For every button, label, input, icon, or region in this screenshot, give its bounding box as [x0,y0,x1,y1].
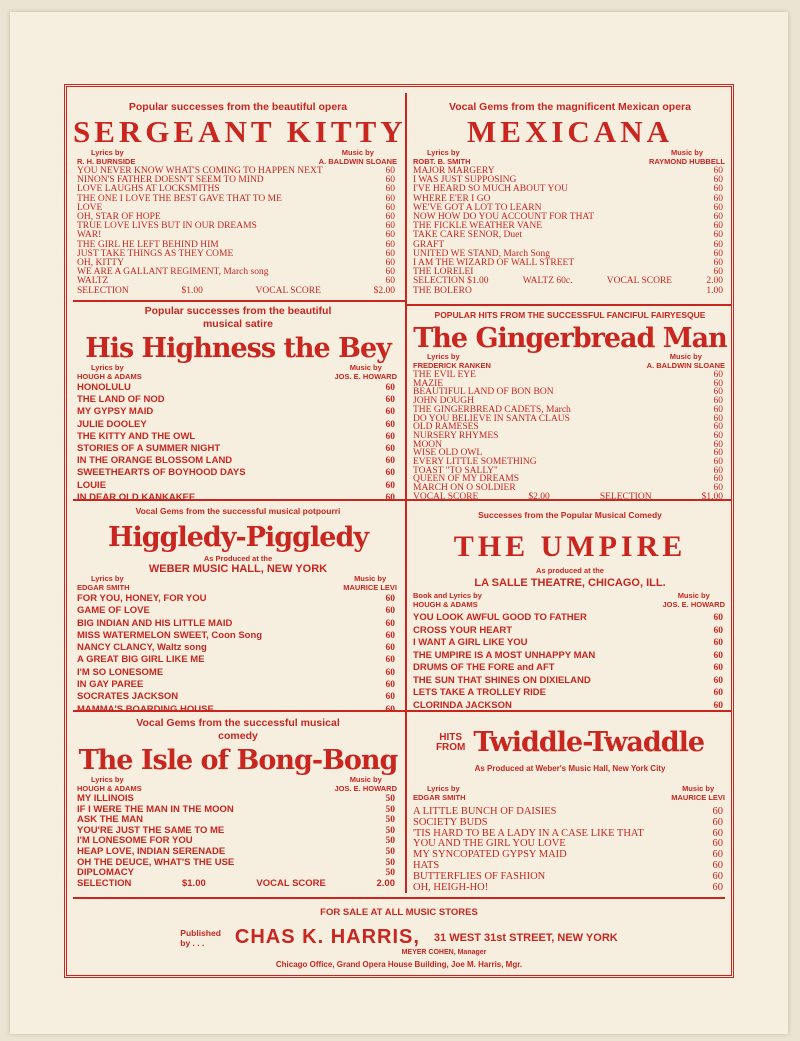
song-price: 60 [713,212,723,223]
song-price: 60 [713,239,723,250]
panel-gingerbread-man [409,309,731,502]
song-price: 60 [713,483,723,494]
panel-twiddle-twaddle [409,723,731,893]
song-price: 60 [713,184,723,195]
song-title: GAME OF LOVE [77,605,150,617]
panel-intro: Popular successes from the beautiful opera [128,101,348,113]
song-price: 60 [713,688,723,698]
song-row [77,195,395,204]
song-price: 50 [385,794,395,804]
song-list-extras [409,493,731,502]
song-title: TAKE CARE SENOR, Duet [413,230,523,241]
panel-the-umpire [409,509,731,711]
song-price: 60 [713,430,723,441]
lyricist-credit: Lyrics by EDGAR SMITH [77,574,130,592]
song-price: 60 [385,594,395,604]
song-price: 60 [713,663,723,673]
song-price: 60 [713,387,723,398]
song-price: 60 [385,419,395,430]
song-price: 60 [385,184,395,195]
song-title: THE SUN THAT SHINES ON DIXIELAND [413,674,591,686]
song-price: 60 [713,439,723,450]
publisher-address: 31 WEST 31st STREET, NEW YORK [433,931,618,944]
song-price: 60 [713,465,723,476]
song-title: UNITED WE STAND, March Song [413,248,551,259]
song-row [77,431,395,443]
song-row [413,231,723,240]
song-price: 60 [385,667,395,678]
song-list [409,807,731,893]
selection-row: SELECTION $1.00 WALTZ 60c. VOCAL SCORE 2.00 [413,276,723,287]
lyricist-credit: Lyrics by HOUGH & ADAMS [77,363,142,381]
song-price: 60 [712,881,723,893]
song-title: TRUE LOVE LIVES BUT IN OUR DREAMS [77,221,257,232]
selection-row: SELECTION $1.00 VOCAL SCORE $2.00 [77,285,395,296]
song-row [77,250,395,259]
song-title: OH THE DEUCE, WHAT'S THE USE [77,856,235,868]
show-title: The Gingerbread Man [413,323,727,354]
song-title: DO YOU BELIEVE IN SANTA CLAUS [413,413,570,424]
venue-name: WEBER MUSIC HALL, NEW YORK [148,563,328,575]
song-title: THE GINGERBREAD CADETS, March [413,404,571,415]
song-title: TOAST "TO SALLY" [413,465,498,476]
song-price: 60 [385,239,395,250]
song-title: I WANT A GIRL LIKE YOU [413,637,528,648]
song-price: 60 [385,193,395,204]
song-row [77,480,395,492]
song-price: 50 [385,868,395,879]
song-price: 60 [712,849,723,861]
song-row [413,850,723,861]
show-title: SERGEANT KITTY [73,114,407,149]
footer-divider [73,897,725,899]
panel-intro: Popular successes from the beautiful musical satire [144,305,332,330]
song-title: WAR! [77,230,102,241]
song-row [413,650,723,663]
song-price: 60 [385,444,395,455]
lyricist-credit: Book and Lyrics by HOUGH & ADAMS [413,591,482,609]
credits-row [409,149,731,167]
song-title: YOU'RE JUST THE SAME TO ME [77,824,225,836]
show-title: The Isle of Bong-Bong [78,745,398,776]
song-title: YOU AND THE GIRL YOU LOVE [413,838,566,850]
song-list-extras [409,277,731,295]
song-title: A GREAT BIG GIRL LIKE ME [77,654,205,666]
song-list-extras [73,287,403,296]
song-title: LOVE LAUGHS AT LOCKSMITHS [77,184,220,195]
song-title: MARCH ON O SOLDIER [413,483,516,494]
song-row [77,630,395,642]
song-row [77,406,395,418]
song-price: 60 [712,838,723,850]
song-title: I WAS JUST SUPPOSING [413,175,517,186]
song-price: 60 [385,431,395,442]
song-title: I'M LONESOME FOR YOU [77,835,193,847]
song-title: WISE OLD OWL [413,448,483,459]
song-price: 60 [385,606,395,617]
composer-credit: Music by MAURICE LEVI [343,574,397,592]
song-title: JOHN DOUGH [413,396,474,407]
lyricist-credit: Lyrics by R. H. BURNSIDE [77,148,136,166]
song-price: 60 [385,480,395,491]
song-title: FOR YOU, HONEY, FOR YOU [77,593,207,604]
song-price: 50 [385,857,395,868]
song-price: 50 [385,846,395,857]
show-title: MEXICANA [467,114,673,149]
song-title: LETS TAKE A TROLLEY RIDE [413,687,547,698]
song-row [413,675,723,688]
credits-row [409,592,731,610]
produced-note: As Produced at the [203,554,273,563]
for-sale-line: FOR SALE AT ALL MUSIC STORES [320,907,478,918]
lyricist-credit: Lyrics by HOUGH & ADAMS [77,775,142,793]
song-price: 60 [385,276,395,287]
song-row [77,268,395,277]
venue-name: LA SALLE THEATRE, CHICAGO, ILL. [474,577,666,589]
song-title: DIPLOMACY [77,867,134,879]
song-row [77,593,395,605]
song-list [409,167,731,277]
song-price: 60 [712,816,723,828]
song-list [73,167,403,287]
song-row [77,691,395,703]
song-price: 60 [385,248,395,259]
song-title: WE'VE GOT A LOT TO LEARN [413,202,542,213]
song-row [77,382,395,394]
song-row [413,883,723,894]
song-title: THE LORELEI [413,267,474,278]
song-title: I'M SO LONESOME [77,666,164,678]
song-title: YOU LOOK AWFUL GOOD TO FATHER [413,612,587,623]
song-row [77,394,395,406]
song-title: BUTTERFLIES OF FASHION [413,870,546,882]
song-price: 60 [712,870,723,882]
song-title: JULIE DOOLEY [77,418,147,430]
row-divider [407,304,731,306]
song-row [77,605,395,617]
song-row [77,467,395,479]
song-title: NURSERY RHYMES [413,430,499,441]
song-price: 60 [385,618,395,629]
song-title: YOU NEVER KNOW WHAT'S COMING TO HAPPEN NEXT [77,166,323,176]
lyricist-credit: Lyrics by EDGAR SMITH [413,784,466,802]
song-price: 60 [385,230,395,241]
song-price: 60 [713,267,723,278]
song-price: 50 [385,825,395,836]
song-title: OH, KITTY [77,258,124,269]
song-row [77,654,395,666]
song-title: SOCIETY BUDS [413,816,488,828]
song-title: MY SYNCOPATED GYPSY MAID [413,849,567,861]
song-price: 60 [713,457,723,468]
song-price: 60 [713,378,723,389]
song-row [77,443,395,455]
panel-intro: Vocal Gems from the magnificent Mexican opera [449,101,691,113]
song-price: 60 [712,806,723,817]
show-title: THE UMPIRE [453,530,687,563]
panel-intro: Vocal Gems from the successful musical potpourri [135,506,341,516]
song-title: IN GAY PAREE [77,679,144,691]
song-title: MOON [413,439,443,450]
song-price: 60 [713,675,723,686]
song-title: I'VE HEARD SO MUCH ABOUT YOU [413,184,569,195]
song-title: THE GIRL HE LEFT BEHIND HIM [77,239,219,250]
song-price: 60 [713,221,723,232]
song-price: 60 [385,395,395,406]
song-row [77,455,395,467]
song-title: OH, HEIGH-HO! [413,881,489,893]
song-title: MY ILLINOIS [77,793,134,804]
composer-credit: Music by A. BALDWIN SLOANE [646,352,725,370]
show-title: His Highness the Bey [85,333,391,364]
composer-credit: Music by MAURICE LEVI [671,784,725,802]
panel-intro: Successes from the Popular Musical Comedy [478,510,662,520]
song-title: LOUIE [77,479,107,491]
song-list-extras [73,879,403,890]
song-title: IN DEAR OLD KANKAKEE [77,491,196,503]
produced-note: As produced at the [536,566,604,575]
song-price: 60 [713,175,723,186]
song-title: OLD RAMESES [413,422,479,433]
panel-his-highness-the-bey [73,305,403,503]
song-row [77,642,395,654]
song-row [413,662,723,675]
song-price: 60 [385,202,395,213]
song-price: 60 [713,422,723,433]
song-title: MAJOR MARGERY [413,166,495,176]
song-price: 50 [385,836,395,847]
song-title: OH, STAR OF HOPE [77,212,161,223]
song-row [77,492,395,504]
song-list [73,794,403,879]
bolero-row: THE BOLERO 1.00 [413,285,723,296]
song-row [77,618,395,630]
song-price: 60 [385,655,395,666]
panel-intro: Vocal Gems from the successful musical comedy [136,717,340,742]
song-price: 60 [713,248,723,259]
song-row [413,371,723,380]
song-price: 60 [713,202,723,213]
composer-credit: Music by JOS. E. HOWARD [334,363,397,381]
song-title: GRAFT [413,239,445,250]
hits-from-label: HITS FROM [435,731,466,753]
song-title: NINON'S FATHER DOESN'T SEEM TO MIND [77,175,264,186]
song-title: JUST TAKE THINGS AS THEY COME [77,248,234,259]
credits-row [409,785,731,803]
song-title: SWEETHEARTS OF BOYHOOD DAYS [77,467,246,479]
song-title: WHERE E'ER I GO [413,193,491,204]
song-title: HEAP LOVE, INDIAN SERENADE [77,845,226,857]
song-title: HONOLULU [77,382,131,393]
song-price: 60 [713,370,723,380]
produced-note: As Produced at Weber's Music Hall, New York City [474,764,666,773]
publisher-name: CHAS K. HARRIS, [234,926,420,948]
song-price: 60 [712,859,723,871]
song-price: 60 [713,396,723,407]
song-price: 60 [385,456,395,467]
song-row [77,419,395,431]
song-price: 60 [385,630,395,641]
song-row [77,794,395,805]
chicago-office-line: Chicago Office, Grand Opera House Building, Joe M. Harris, Mgr. [275,960,523,969]
song-price: 60 [713,230,723,241]
show-title: Twiddle-Twaddle [473,727,705,758]
song-title: HATS [413,859,440,871]
song-row [413,700,723,713]
song-price: 60 [385,267,395,278]
publisher-footer [67,907,731,969]
composer-credit: Music by JOS. E. HOWARD [334,775,397,793]
composer-credit: Music by JOS. E. HOWARD [662,591,725,609]
catalog-frame [64,84,734,978]
song-price: 60 [713,700,723,711]
song-title: MAMMA'S BOARDING HOUSE [77,703,214,715]
song-title: THE FICKLE WEATHER VANE [413,221,543,232]
song-title: THE ONE I LOVE THE BEST GAVE THAT TO ME [77,193,282,204]
manager-line: MEYER COHEN, Manager [401,949,487,956]
song-title: ASK THE MAN [77,814,143,826]
song-title: THE UMPIRE IS A MOST UNHAPPY MAN [413,649,596,661]
panel-higgledy-piggledy [73,505,403,715]
song-price: 60 [385,680,395,691]
song-row [77,704,395,716]
selection-row: SELECTION $1.00 VOCAL SCORE 2.00 [77,877,395,889]
credits-row [73,776,403,794]
lyricist-credit: Lyrics by FREDERICK RANKEN [413,352,491,370]
publisher-row [67,926,731,949]
song-price: 60 [713,193,723,204]
song-title: I AM THE WIZARD OF WALL STREET [413,258,575,269]
song-price: 60 [713,258,723,269]
song-list [409,371,731,493]
song-title: THE LAND OF NOD [77,394,165,406]
song-title: WALTZ [77,276,109,287]
panel-isle-of-bong-bong [73,717,403,893]
credits-row [409,353,731,371]
song-price: 60 [385,221,395,232]
song-title: MISS WATERMELON SWEET, Coon Song [77,629,263,641]
song-price: 60 [385,643,395,654]
song-title: THE KITTY AND THE OWL [77,430,196,442]
song-price: 60 [713,474,723,485]
credits-row [73,149,403,167]
song-row [413,637,723,650]
song-price: 60 [713,413,723,424]
published-by-label: Published by . . . [180,927,221,948]
song-price: 60 [713,448,723,459]
song-title: WE ARE A GALLANT REGIMENT, March song [77,267,269,278]
song-title: A LITTLE BUNCH OF DAISIES [413,806,557,817]
song-title: THE EVIL EYE [413,370,476,380]
composer-credit: Music by RAYMOND HUBBELL [649,148,725,166]
row-divider [73,300,405,302]
song-title: STORIES OF A SUMMER NIGHT [77,443,221,455]
song-price: 60 [713,166,723,176]
panel-mexicana [409,101,731,301]
song-title: NANCY CLANCY, Waltz song [77,642,207,654]
song-price: 60 [385,212,395,223]
song-title: LOVE [77,202,103,213]
composer-credit: Music by A. BALDWIN SLOANE [318,148,397,166]
song-title: 'TIS HARD TO BE A LADY IN A CASE LIKE THAT [413,827,644,839]
song-price: 60 [713,613,723,623]
song-list [73,593,403,716]
song-price: 60 [713,404,723,415]
song-title: EVERY LITTLE SOMETHING [413,457,537,468]
song-title: CROSS YOUR HEART [413,624,513,636]
song-row [77,679,395,691]
song-row [413,612,723,625]
song-title: DRUMS OF THE FORE and AFT [413,662,555,673]
song-price: 60 [385,492,395,503]
song-price: 60 [385,175,395,186]
song-price: 60 [385,692,395,703]
song-title: CLORINDA JACKSON [413,699,512,711]
song-price: 60 [385,407,395,418]
song-title: SOCRATES JACKSON [77,691,179,703]
song-price: 60 [713,650,723,661]
lyricist-credit: Lyrics by ROBT. B. SMITH [413,148,471,166]
sheet-paper [10,12,788,1034]
song-price: 60 [385,383,395,393]
panel-sergeant-kitty [73,101,407,297]
song-title: MY GYPSY MAID [77,406,154,418]
song-title: NOW HOW DO YOU ACCOUNT FOR THAT [413,212,595,223]
song-row [413,818,723,829]
panel-intro: POPULAR HITS FROM THE SUCCESSFUL FANCIFUL FAIRYESQUE [434,310,706,320]
column-divider [405,93,407,893]
credits-row [73,364,403,382]
song-price: 60 [385,468,395,479]
selection-row: VOCAL SCORE $2.00 SELECTION $1.00 [413,491,723,502]
song-row [77,222,395,231]
credits-row [73,575,403,593]
song-price: 60 [385,258,395,269]
song-row [413,625,723,638]
song-price: 60 [712,827,723,839]
song-row [413,432,723,441]
song-row [77,667,395,679]
song-title: BIG INDIAN AND HIS LITTLE MAID [77,617,233,629]
song-row [413,872,723,883]
song-price: 50 [385,804,395,815]
twiddle-heading [409,729,731,756]
song-price: 60 [713,625,723,636]
song-list [409,612,731,712]
song-price: 50 [385,815,395,826]
song-price: 60 [713,638,723,648]
song-title: QUEEN OF MY DREAMS [413,474,520,485]
song-title: IN THE ORANGE BLOSSOM LAND [77,455,233,467]
song-price: 60 [385,166,395,176]
song-row [413,687,723,700]
song-list [73,382,403,504]
song-title: IF I WERE THE MAN IN THE MOON [77,803,234,815]
song-price: 60 [385,704,395,715]
song-row [77,847,395,858]
song-title: BEAUTIFUL LAND OF BON BON [413,387,554,398]
show-title: Higgledy-Piggledy [107,522,369,553]
song-title: MAZIE [413,378,444,389]
